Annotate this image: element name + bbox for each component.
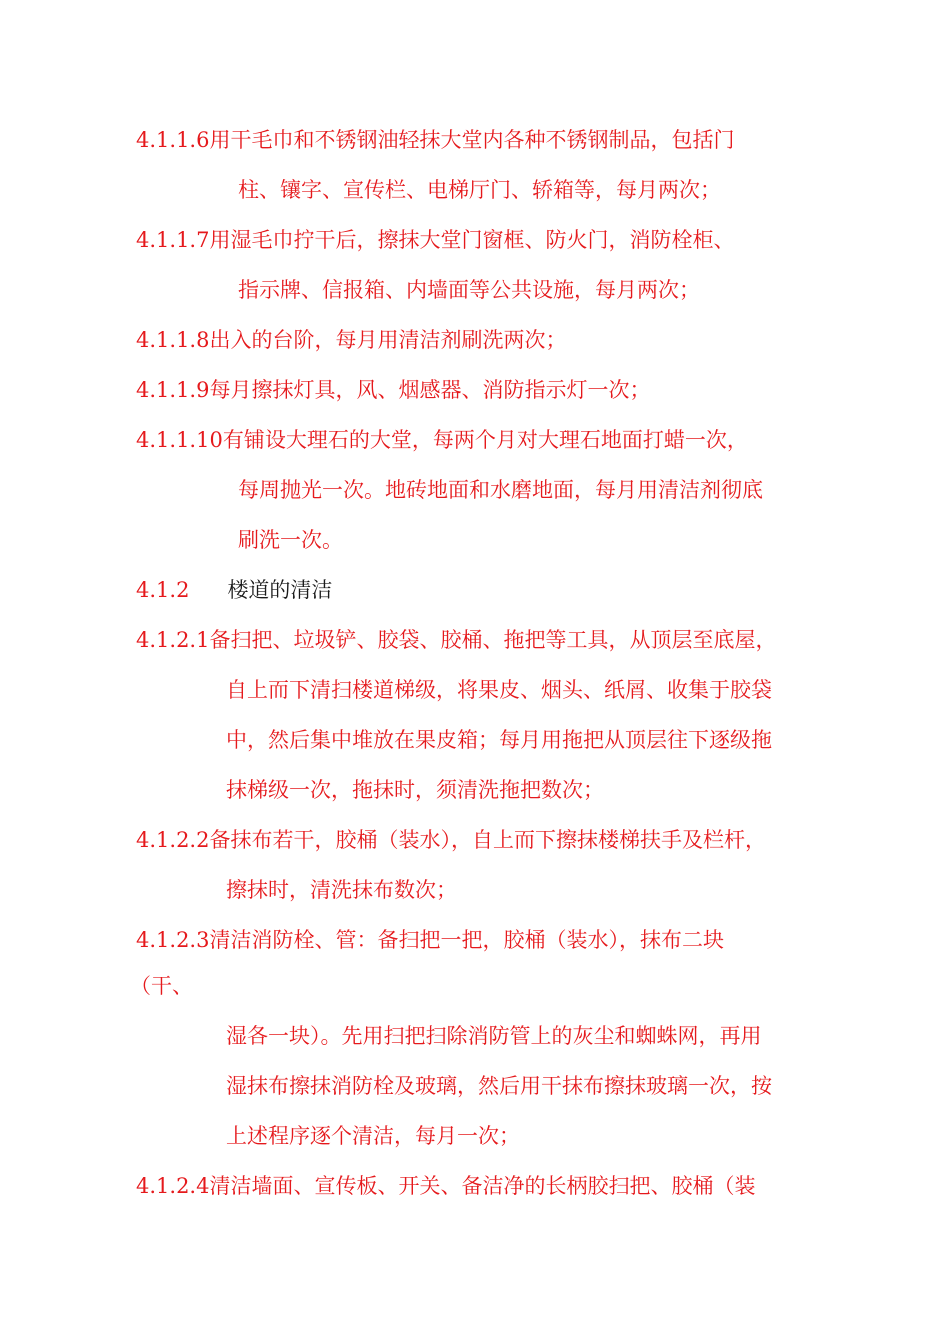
item-text: 有铺设大理石的大堂，每两个月对大理石地面打蜡一次， xyxy=(222,428,748,452)
item-number: 4.1.1.6 xyxy=(136,128,210,152)
item-4-1-2-3-line-4: 湿抹布擦抹消防栓及玻璃，然后用干抹布擦抹玻璃一次，按 xyxy=(226,1074,772,1098)
item-number: 4.1.2.2 xyxy=(136,828,210,852)
item-4-1-2-1-line-3: 中，然后集中堆放在果皮箱；每月用拖把从顶层往下逐级拖 xyxy=(226,728,772,752)
item-number: 4.1.2.1 xyxy=(136,628,210,652)
item-number: 4.1.1.7 xyxy=(136,228,210,252)
item-text: 备扫把、垃圾铲、胶袋、胶桶、拖把等工具，从顶层至底屋， xyxy=(209,628,777,652)
item-text: 备抹布若干，胶桶（装水），自上而下擦抹楼梯扶手及栏杆， xyxy=(209,828,766,852)
section-number: 4.1.2 xyxy=(136,578,190,602)
item-number: 4.1.1.9 xyxy=(136,378,210,402)
item-4-1-1-10-line-1 xyxy=(136,426,748,454)
item-number: 4.1.1.8 xyxy=(136,328,210,352)
section-heading-4-1-2 xyxy=(136,576,332,604)
item-4-1-1-6-line-2: 柱、镶字、宣传栏、电梯厅门、轿箱等，每月两次； xyxy=(238,178,721,202)
section-title: 楼道的清洁 xyxy=(227,578,333,602)
item-4-1-2-1-line-4: 抹梯级一次，拖抹时，须清洗拖把数次； xyxy=(226,778,604,802)
item-number: 4.1.2.4 xyxy=(136,1174,210,1198)
item-number: 4.1.1.10 xyxy=(136,428,223,452)
item-4-1-1-9-line-1 xyxy=(136,376,650,404)
item-number: 4.1.2.3 xyxy=(136,928,210,952)
item-4-1-1-7-line-2: 指示牌、信报箱、内墙面等公共设施，每月两次； xyxy=(238,278,700,302)
item-4-1-1-10-line-3: 刷洗一次。 xyxy=(238,528,343,552)
item-text: 清洁墙面、宣传板、开关、备洁净的长柄胶扫把、胶桶（装 xyxy=(209,1174,756,1198)
item-4-1-2-3-line-2: （干、 xyxy=(130,974,193,998)
item-4-1-2-3-line-1 xyxy=(136,926,724,954)
item-4-1-2-2-line-1 xyxy=(136,826,766,854)
item-4-1-1-8-line-1 xyxy=(136,326,566,354)
item-4-1-2-1-line-2: 自上而下清扫楼道梯级，将果皮、烟头、纸屑、收集于胶袋 xyxy=(226,678,772,702)
item-text: 清洁消防栓、管：备扫把一把，胶桶（装水），抹布二块 xyxy=(209,928,724,952)
item-4-1-2-2-line-2: 擦抹时，清洗抹布数次； xyxy=(226,878,457,902)
item-4-1-2-3-line-3: 湿各一块）。先用扫把扫除消防管上的灰尘和蜘蛛网，再用 xyxy=(226,1024,762,1048)
item-4-1-1-6-line-1 xyxy=(136,126,734,154)
item-text: 用湿毛巾拧干后，擦抹大堂门窗框、防火门，消防栓柜、 xyxy=(209,228,735,252)
item-text: 每月擦抹灯具，风、烟感器、消防指示灯一次； xyxy=(209,378,651,402)
item-4-1-2-3-line-5: 上述程序逐个清洁，每月一次； xyxy=(226,1124,520,1148)
item-4-1-1-10-line-2: 每周抛光一次。地砖地面和水磨地面，每月用清洁剂彻底 xyxy=(238,478,763,502)
item-4-1-2-1-line-1 xyxy=(136,626,776,654)
item-text: 用干毛巾和不锈钢油轻抹大堂内各种不锈钢制品，包括门 xyxy=(209,128,735,152)
item-4-1-2-4-line-1 xyxy=(136,1172,755,1200)
item-text: 出入的台阶，每月用清洁剂刷洗两次； xyxy=(209,328,567,352)
item-4-1-1-7-line-1 xyxy=(136,226,734,254)
